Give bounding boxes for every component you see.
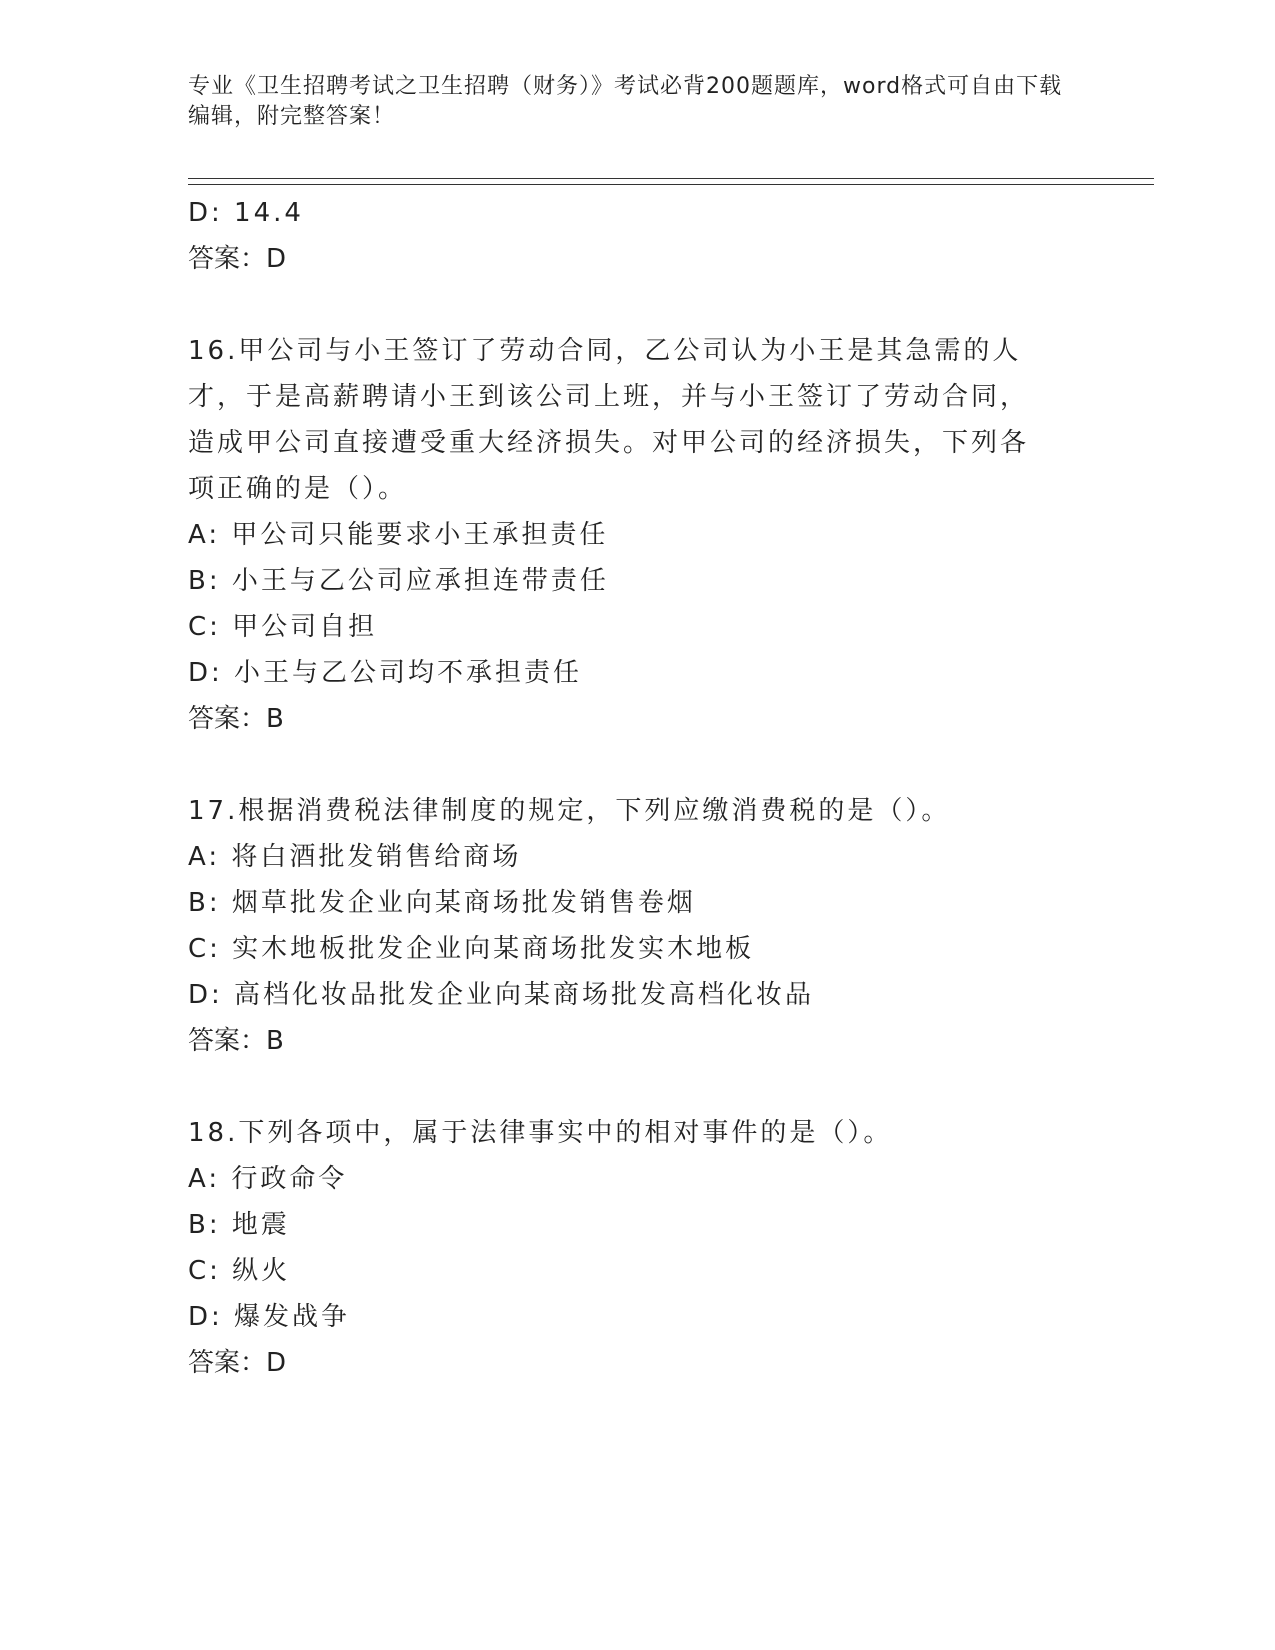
option-d: D: 14.4 bbox=[188, 198, 304, 228]
option-c: C: 纵火 bbox=[188, 1256, 291, 1286]
question-16 bbox=[188, 328, 1068, 742]
question-stem: 18.下列各项中，属于法律事实中的相对事件的是（）。 bbox=[188, 1118, 893, 1148]
question-stem: 16.甲公司与小王签订了劳动合同，乙公司认为小王是其急需的人才，于是高薪聘请小王到该公司上班，并与小王签订了劳动合同，造成甲公司直接遭受重大经济损失。对甲公司的经济损失，下列各项正确的是（）。 bbox=[188, 336, 1030, 504]
option-d: D: 小王与乙公司均不承担责任 bbox=[188, 658, 583, 688]
option-b: B: 烟草批发企业向某商场批发销售卷烟 bbox=[188, 888, 696, 918]
option-a: A: 行政命令 bbox=[188, 1164, 348, 1194]
option-d: D: 爆发战争 bbox=[188, 1302, 351, 1332]
option-b: B: 小王与乙公司应承担连带责任 bbox=[188, 566, 609, 596]
answer-line: 答案：B bbox=[188, 1026, 284, 1056]
option-a: A: 将白酒批发销售给商场 bbox=[188, 842, 522, 872]
header-title: 专业《卫生招聘考试之卫生招聘（财务）》考试必背200题题库，word格式可自由下载编辑，附完整答案！ bbox=[188, 74, 1063, 129]
option-c: C: 甲公司自担 bbox=[188, 612, 378, 642]
answer-line: 答案：D bbox=[188, 244, 287, 274]
option-a: A: 甲公司只能要求小王承担责任 bbox=[188, 520, 609, 550]
answer-line: 答案：D bbox=[188, 1348, 287, 1378]
question-18 bbox=[188, 1110, 1068, 1386]
prev-question-tail bbox=[188, 190, 1068, 282]
option-c: C: 实木地板批发企业向某商场批发实木地板 bbox=[188, 934, 755, 964]
document-header bbox=[188, 72, 1068, 132]
question-17 bbox=[188, 788, 1068, 1064]
question-stem: 17.根据消费税法律制度的规定，下列应缴消费税的是（）。 bbox=[188, 796, 951, 826]
document-body bbox=[188, 190, 1068, 1386]
answer-line: 答案：B bbox=[188, 704, 284, 734]
option-d: D: 高档化妆品批发企业向某商场批发高档化妆品 bbox=[188, 980, 815, 1010]
header-divider bbox=[188, 178, 1154, 185]
option-b: B: 地震 bbox=[188, 1210, 290, 1240]
